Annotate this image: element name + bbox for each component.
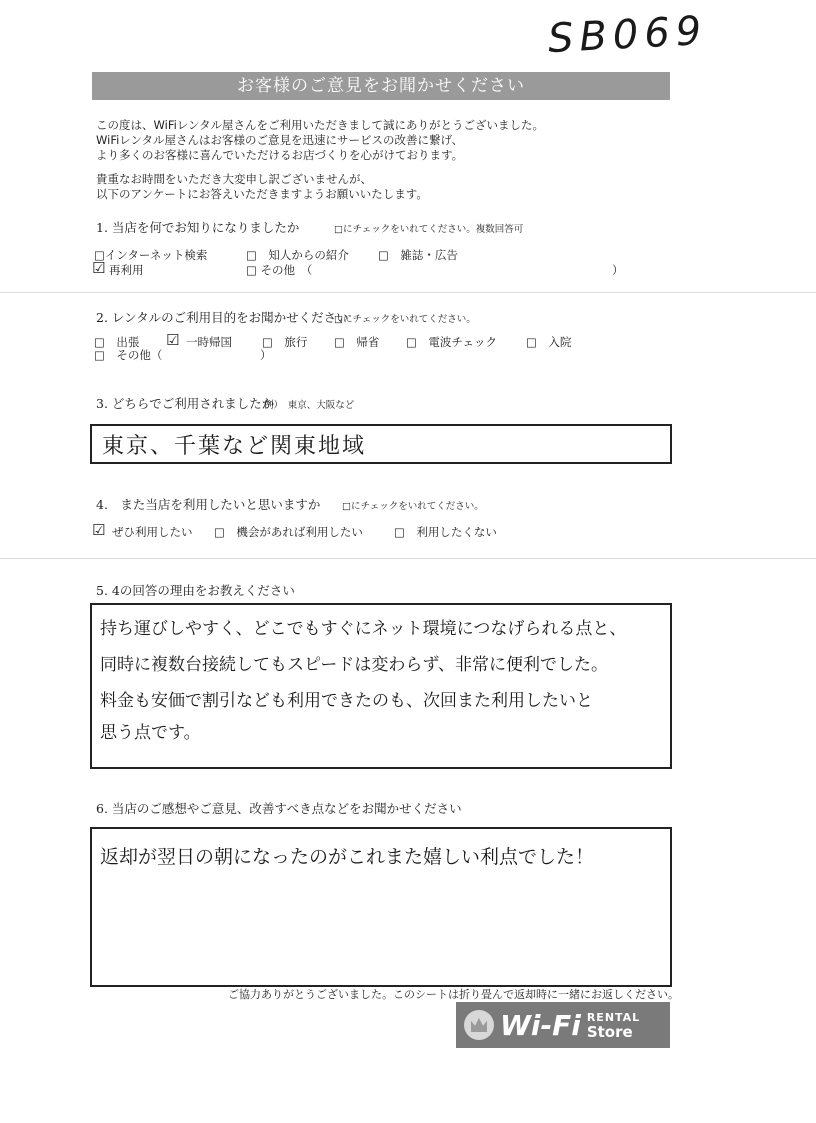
- intro-line-4: 貴重なお時間をいただき大変申し訳ございませんが、: [96, 172, 372, 186]
- logo-rental-text: RENTAL: [586, 1011, 641, 1024]
- q1-option-other[interactable]: □ その他 （: [246, 263, 313, 277]
- serial-number: SB069: [546, 7, 709, 63]
- q5-answer-line: 料金も安価で割引なども利用できたのも、次回また利用したいと: [100, 691, 593, 711]
- q2-option-hospital[interactable]: □ 入院: [526, 335, 572, 349]
- q2-option-signal-check[interactable]: □ 電波チェック: [406, 335, 498, 349]
- q1-option-magazine[interactable]: □ 雑誌・広告: [378, 248, 458, 262]
- q1-option-referral[interactable]: □ 知人からの紹介: [246, 248, 349, 262]
- q4-option-no[interactable]: □ 利用したくない: [394, 525, 497, 539]
- logo-store-text: Store: [586, 1023, 633, 1041]
- fold-line: [0, 292, 816, 293]
- q2-option-travel[interactable]: □ 旅行: [262, 335, 308, 349]
- q6-title: 6. 当店のご感想やご意見、改善すべき点などをお聞かせください: [96, 801, 462, 816]
- q5-answer-line: 持ち運びしやすく、どこでもすぐにネット環境につなげられる点と、: [100, 619, 627, 639]
- intro-line-3: より多くのお客様に喜んでいただけるお店づくりを心がけております。: [96, 148, 464, 162]
- q3-answer-text: 東京、千葉など関東地域: [102, 434, 367, 459]
- intro-line-1: この度は、WiFiレンタル屋さんをご利用いただきまして誠にありがとうございました。: [96, 118, 545, 132]
- q2-option-other[interactable]: □ その他（: [94, 348, 163, 362]
- intro-line-2: WiFiレンタル屋さんはお客様のご意見を迅速にサービスの改善に繋げ、: [96, 133, 464, 147]
- q2-title: 2. レンタルのご利用目的をお聞かせください: [96, 310, 349, 325]
- q1-option-internet[interactable]: □インターネット検索: [94, 248, 208, 262]
- footer-note: ご協力ありがとうございました。このシートは折り畳んで返却時に一緒にお返しください。: [228, 988, 679, 1001]
- q6-answer-text: 返却が翌日の朝になったのがこれまた嬉しい利点でした！: [100, 846, 595, 868]
- q4-option-definitely: ぜひ利用したい: [112, 525, 193, 539]
- q1-other-close: ）: [612, 263, 624, 277]
- q3-note: 例） 東京、大阪など: [264, 400, 355, 411]
- q2-option-business[interactable]: □ 出張: [94, 335, 140, 349]
- q1-title: 1. 当店を何でお知りになりましたか: [96, 220, 300, 235]
- q4-note: □にチェックをいれてください。: [342, 501, 484, 512]
- q1-option-repeat: 再利用: [109, 263, 144, 277]
- q1-note: □にチェックをいれてください。複数回答可: [334, 224, 524, 235]
- checked-box-icon[interactable]: ☑: [166, 331, 180, 349]
- q2-note: □にチェックをいれてください。: [334, 314, 476, 325]
- page-title: お客様のご意見をお聞かせください: [92, 72, 670, 100]
- intro-line-5: 以下のアンケートにお答えいただきますようお願いいたします。: [96, 187, 428, 201]
- checked-box-icon[interactable]: ☑: [92, 259, 106, 277]
- fold-line: [0, 558, 816, 559]
- wifi-rental-store-logo: [456, 1002, 670, 1048]
- q2-option-homecoming: 一時帰国: [186, 335, 232, 349]
- checked-box-icon[interactable]: ☑: [92, 521, 106, 539]
- q5-title: 5. 4の回答の理由をお教えください: [96, 583, 295, 598]
- q5-answer-line: 思う点です。: [100, 723, 201, 743]
- crown-mascot-icon: [464, 1010, 494, 1040]
- q4-option-maybe[interactable]: □ 機会があれば利用したい: [214, 525, 363, 539]
- q5-answer-line: 同時に複数台接続してもスピードは変わらず、非常に便利でした。: [100, 655, 608, 675]
- logo-main-text: Wi-Fi: [500, 1008, 581, 1042]
- q2-other-close: ）: [260, 348, 272, 362]
- q2-option-return-home[interactable]: □ 帰省: [334, 335, 380, 349]
- q4-title: 4. また当店を利用したいと思いますか: [96, 497, 321, 512]
- q3-title: 3. どちらでご利用されましたか: [96, 396, 275, 411]
